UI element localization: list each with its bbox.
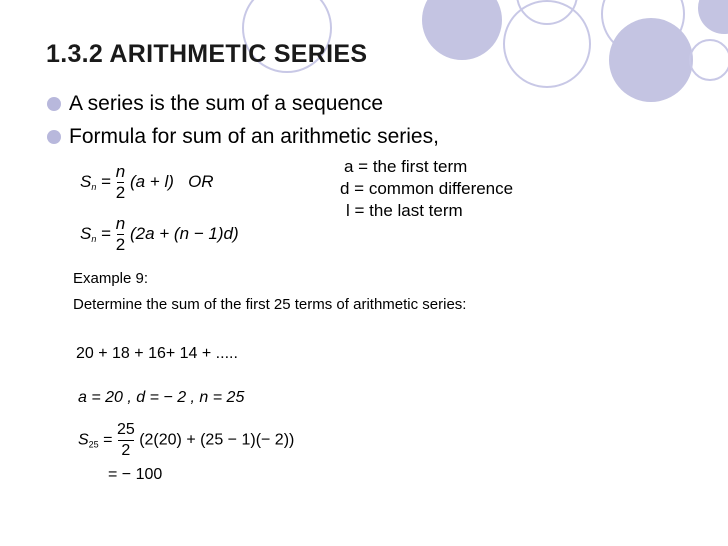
example-result: = − 100 — [108, 466, 163, 483]
formula-expression: (2a + (n − 1)d) — [129, 223, 239, 243]
slide-title: 1.3.2 ARITHMETIC SERIES — [46, 40, 368, 68]
formula-expression: (a + l) — [129, 171, 174, 191]
decor-circle — [690, 40, 728, 80]
formula-sum-first-last — [80, 162, 214, 203]
decor-circle — [517, 0, 577, 24]
bullet-icon — [47, 130, 61, 144]
formula-sum-first-diff — [80, 214, 239, 255]
formula-or: OR — [188, 171, 214, 191]
example-series: 20 + 18 + 16+ 14 + ..... — [76, 345, 238, 362]
formula-symbol: S — [80, 223, 92, 243]
fraction-denominator: 2 — [121, 442, 131, 459]
decor-circle — [698, 0, 728, 34]
bullet-item — [47, 92, 383, 116]
formula-symbol: S — [78, 431, 89, 449]
definition-a: a = the first term — [344, 157, 468, 176]
example-sum-formula — [78, 420, 294, 461]
fraction-denominator: 2 — [115, 183, 126, 202]
bullet-icon — [47, 97, 61, 111]
decor-circle — [504, 1, 590, 87]
example-label: Example 9: — [73, 270, 149, 287]
definition-l: l = the last term — [346, 201, 463, 220]
decor-circle — [609, 18, 693, 102]
formula-equals: = — [101, 223, 112, 243]
formula-expression: (2(20) + (25 − 1)(− 2)) — [139, 431, 295, 449]
bullet-text: A series is the sum of a sequence — [69, 92, 384, 115]
example-givens: a = 20 , d = − 2 , n = 25 — [78, 389, 245, 406]
bullet-text: Formula for sum of an arithmetic series, — [69, 125, 439, 148]
formula-subscript: n — [91, 181, 97, 192]
formula-fraction — [116, 214, 125, 255]
decor-circle — [422, 0, 502, 60]
formula-symbol: S — [80, 171, 92, 191]
formula-subscript: n — [91, 233, 97, 244]
formula-fraction — [117, 420, 135, 461]
fraction-denominator: 2 — [115, 235, 126, 254]
example-prompt: Determine the sum of the first 25 terms of arithmetic series: — [73, 296, 467, 313]
formula-equals: = — [103, 431, 113, 449]
formula-subscript: 25 — [88, 439, 99, 450]
definitions — [340, 156, 513, 222]
formula-equals: = — [101, 171, 112, 191]
definition-d: d = common difference — [340, 179, 514, 198]
fraction-numerator: n — [115, 162, 126, 181]
fraction-numerator: 25 — [116, 421, 135, 438]
fraction-numerator: n — [115, 214, 126, 233]
bullet-item — [47, 125, 439, 149]
formula-fraction — [116, 162, 125, 203]
